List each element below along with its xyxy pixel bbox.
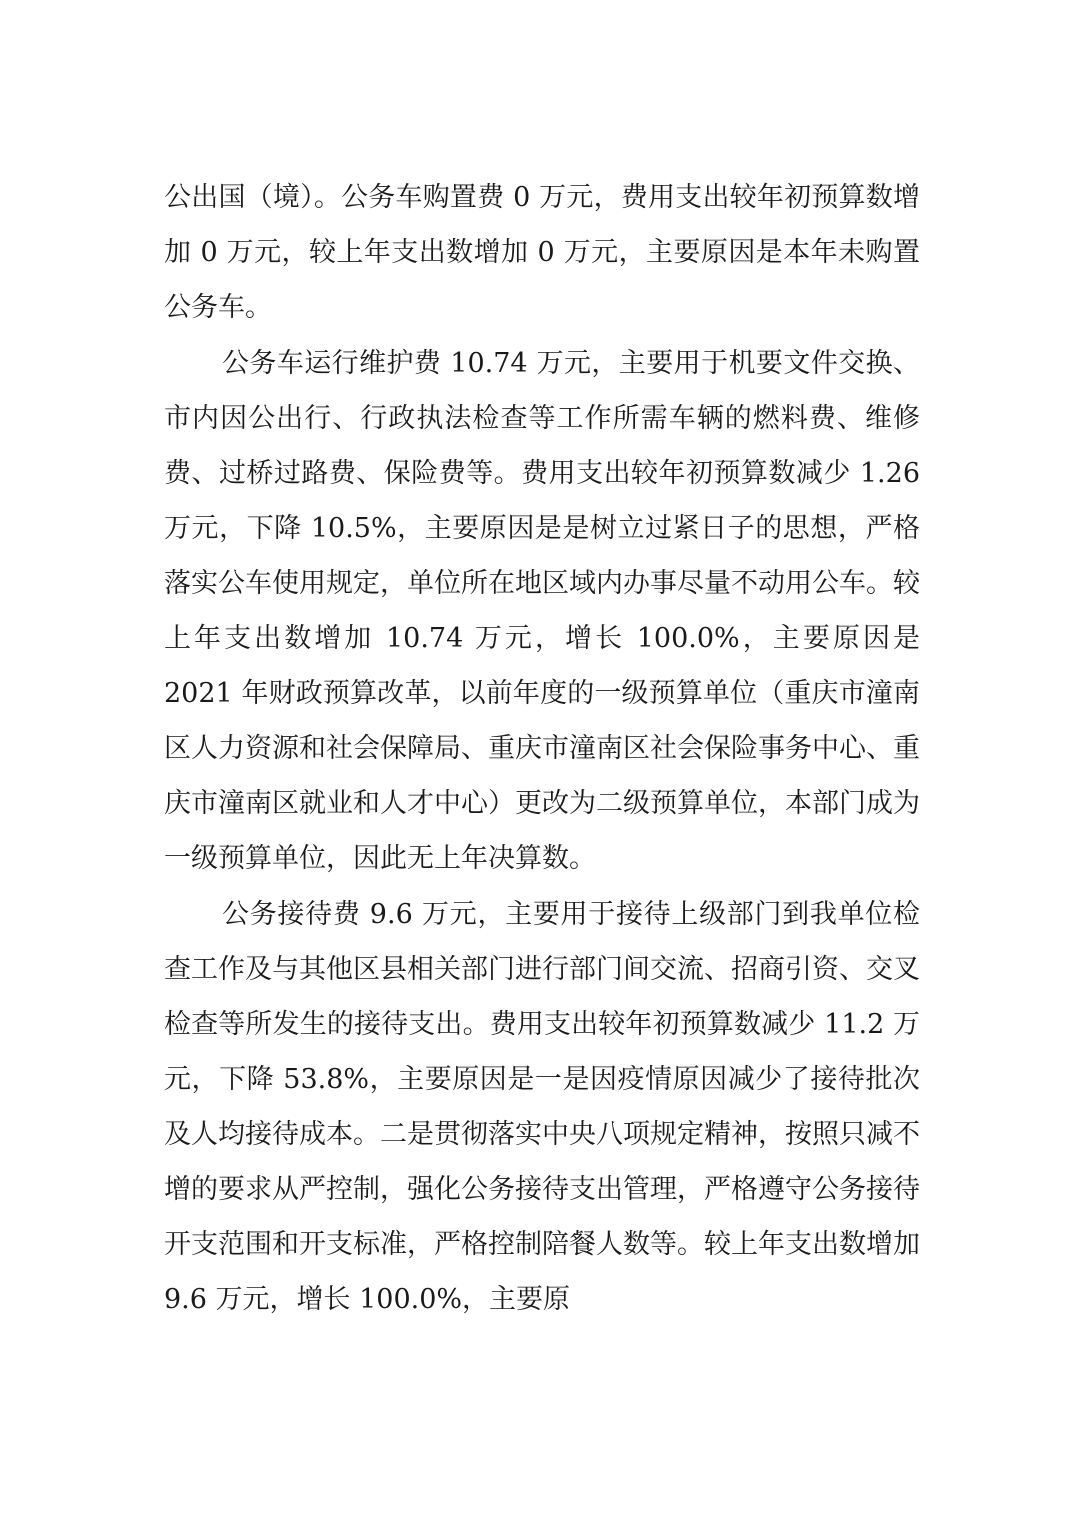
body-text <box>164 170 920 1327</box>
paragraph-reception-expense: 公务接待费 9.6 万元，主要用于接待上级部门到我单位检查工作及与其他区县相关部门进行部门间交流、招商引资、交叉检查等所发生的接待支出。费用支出较年初预算数减少 11.2 万元，下降 53.8%，主要原因是一是因疫情原因减少了接待批次及人均接待成本。二是贯彻落实中央八项规定精神，按照只减不增的要求从严控制，强化公务接待支出管理，严格遵守公务接待开支范围和开支标准，严格控制陪餐人数等。较上年支出数增加 9.6 万元，增长 100.0%，主要原 <box>164 899 920 1315</box>
paragraph-vehicle-maintenance: 公务车运行维护费 10.74 万元，主要用于机要文件交换、市内因公出行、行政执法检查等工作所需车辆的燃料费、维修费、过桥过路费、保险费等。费用支出较年初预算数减少 1.26 万元，下降 10.5%，主要原因是是树立过紧日子的思想，严格落实公车使用规定，单位所在地区域内办事尽量不动用公车。较上年支出数增加 10.74 万元，增长 100.0%，主要原因是 2021 年财政预算改革，以前年度的一级预算单位（重庆市潼南区人力资源和社会保障局、重庆市潼南区社会保险事务中心、重庆市潼南区就业和人才中心）更改为二级预算单位，本部门成为一级预算单位，因此无上年决算数。 <box>164 348 920 874</box>
paragraph-vehicle-purchase: 公出国（境）。公务车购置费 0 万元，费用支出较年初预算数增加 0 万元，较上年支出数增加 0 万元，主要原因是本年未购置公务车。 <box>164 182 920 323</box>
